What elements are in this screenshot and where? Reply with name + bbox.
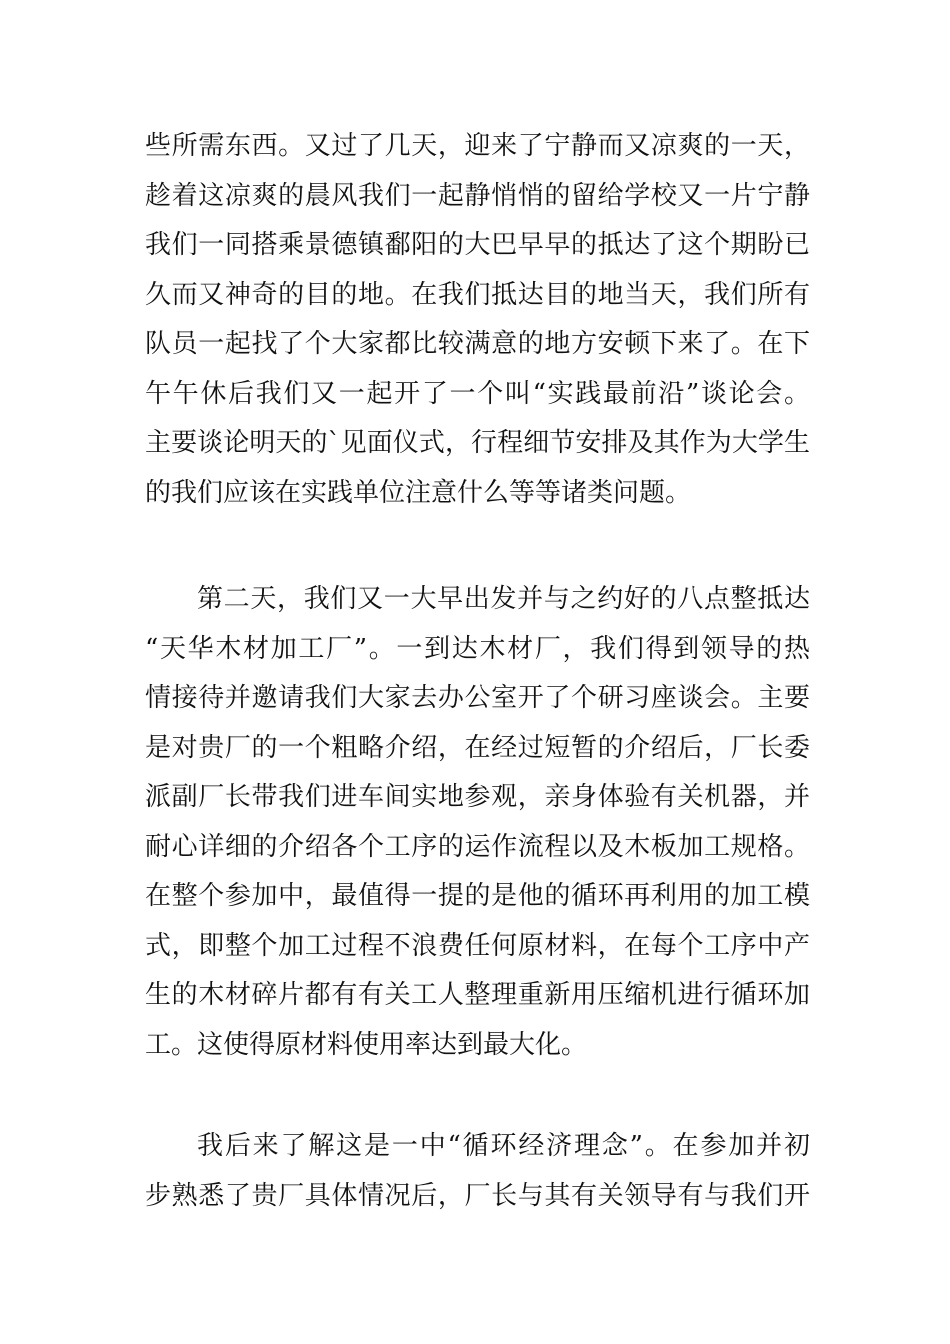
text-line: 我后来了解这是一中“循环经济理念”。在参加并初 bbox=[197, 1131, 810, 1161]
text-line: 主要谈论明天的`见面仪式，行程细节安排及其作为大学生 bbox=[145, 428, 810, 458]
text-line: 在整个参加中，最值得一提的是他的循环再利用的加工模 bbox=[145, 881, 810, 911]
paragraph-2 bbox=[145, 575, 810, 1070]
text-line: 趁着这凉爽的晨风我们一起静悄悄的留给学校又一片宁静 bbox=[145, 180, 810, 211]
text-line: 步熟悉了贵厂具体情况后，厂长与其有关领导有与我们开 bbox=[145, 1180, 810, 1211]
text-line: 午午休后我们又一起开了一个叫“实践最前沿”谈论会。 bbox=[145, 378, 810, 409]
text-line: 耐心详细的介绍各个工序的运作流程以及木板加工规格。 bbox=[145, 831, 810, 862]
text-line: 派副厂长带我们进车间实地参观，亲身体验有关机器，并 bbox=[145, 782, 810, 812]
text-line: “天华木材加工厂”。一到达木材厂，我们得到领导的热 bbox=[145, 633, 810, 664]
text-line: 我们一同搭乘景德镇鄱阳的大巴早早的抵达了这个期盼已 bbox=[145, 230, 810, 260]
text-line: 久而又神奇的目的地。在我们抵达目的地当天，我们所有 bbox=[145, 279, 810, 310]
paragraph-3 bbox=[145, 1122, 810, 1221]
text-line: 是对贵厂的一个粗略介绍，在经过短暂的介绍后，厂长委 bbox=[145, 732, 810, 763]
text-line: 情接待并邀请我们大家去办公室开了个研习座谈会。主要 bbox=[145, 683, 810, 713]
text-line: 生的木材碎片都有有关工人整理重新用压缩机进行循环加 bbox=[145, 980, 810, 1010]
text-line: 第二天，我们又一大早出发并与之约好的八点整抵达 bbox=[197, 584, 810, 614]
text-line: 工。这使得原材料使用率达到最大化。 bbox=[145, 1029, 588, 1060]
text-line: 些所需东西。又过了几天，迎来了宁静而又凉爽的一天， bbox=[145, 131, 810, 161]
text-line: 式，即整个加工过程不浪费任何原材料，在每个工序中产 bbox=[145, 930, 810, 961]
text-line: 队员一起找了个大家都比较满意的地方安顿下来了。在下 bbox=[145, 329, 810, 359]
text-line: 的我们应该在实践单位注意什么等等诸类问题。 bbox=[145, 477, 692, 508]
paragraph-1 bbox=[145, 122, 810, 518]
